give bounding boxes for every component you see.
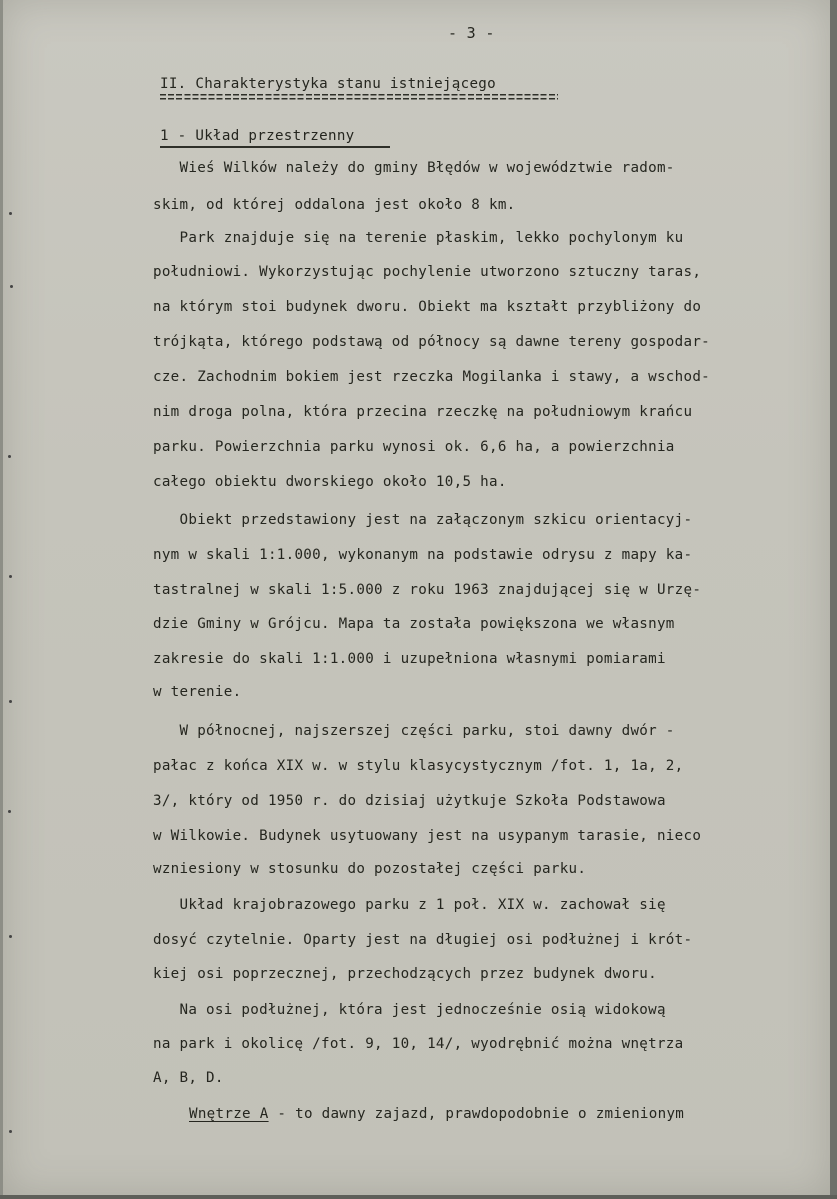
- margin-dot: [9, 935, 12, 938]
- section-title: II. Charakterystyka stanu istniejącego: [160, 76, 496, 92]
- body-line: nim droga polna, która przecina rzeczkę na południowym krańcu: [153, 404, 693, 420]
- margin-dot: [9, 212, 12, 215]
- body-line: cze. Zachodnim bokiem jest rzeczka Mogilanka i stawy, a wschod-: [153, 369, 711, 385]
- double-underline: [160, 94, 558, 102]
- body-line: 3/, który od 1950 r. do dzisiaj użytkuje Szkoła Podstawowa: [153, 793, 666, 809]
- margin-dot: [8, 455, 11, 458]
- body-line: całego obiektu dworskiego około 10,5 ha.: [153, 474, 507, 490]
- body-line: dosyć czytelnie. Oparty jest na długiej osi podłużnej i krót-: [153, 932, 693, 948]
- body-line: dzie Gminy w Grójcu. Mapa ta została powiększona we własnym: [153, 616, 675, 632]
- body-line: na którym stoi budynek dworu. Obiekt ma kształt przybliżony do: [153, 299, 702, 315]
- last-line-rest: - to dawny zajazd, prawdopodobnie o zmienionym: [268, 1106, 685, 1122]
- body-line: Na osi podłużnej, która jest jednocześnie osią widokową: [153, 1002, 666, 1018]
- scan-edge-right: [830, 0, 837, 1199]
- margin-dot: [9, 700, 12, 703]
- last-body-line: [189, 1106, 684, 1122]
- margin-dot: [9, 1130, 12, 1133]
- body-line: nym w skali 1:1.000, wykonanym na podstawie odrysu z mapy ka-: [153, 547, 693, 563]
- body-line: na park i okolicę /fot. 9, 10, 14/, wyodrębnić można wnętrza: [153, 1036, 684, 1052]
- body-line: kiej osi poprzecznej, przechodzących przez budynek dworu.: [153, 966, 657, 982]
- body-line: w terenie.: [153, 684, 242, 700]
- body-line: trójkąta, którego podstawą od północy są dawne tereny gospodar-: [153, 334, 711, 350]
- body-line: Park znajduje się na terenie płaskim, lekko pochylonym ku: [153, 230, 684, 246]
- body-line: skim, od której oddalona jest około 8 km.: [153, 197, 516, 213]
- body-line: południowi. Wykorzystując pochylenie utworzono sztuczny taras,: [153, 264, 702, 280]
- body-line: tastralnej w skali 1:5.000 z roku 1963 znajdującej się w Urzę-: [153, 582, 702, 598]
- page-number: - 3 -: [448, 24, 495, 42]
- subsection-title: 1 - Układ przestrzenny: [160, 128, 355, 144]
- body-line: pałac z końca XIX w. w stylu klasycystycznym /fot. 1, 1a, 2,: [153, 758, 684, 774]
- body-line: parku. Powierzchnia parku wynosi ok. 6,6 ha, a powierzchnia: [153, 439, 675, 455]
- margin-dot: [9, 575, 12, 578]
- body-line: A, B, D.: [153, 1070, 224, 1086]
- body-line: Układ krajobrazowego parku z 1 poł. XIX w. zachował się: [153, 897, 666, 913]
- document-page: [3, 0, 830, 1196]
- margin-dot: [10, 285, 13, 288]
- subsection-underline: [160, 146, 390, 148]
- body-line: wzniesiony w stosunku do pozostałej części parku.: [153, 861, 587, 877]
- body-line: w Wilkowie. Budynek usytuowany jest na usypanym tarasie, nieco: [153, 828, 702, 844]
- scan-edge-bottom: [0, 1195, 837, 1199]
- underlined-term: Wnętrze A: [189, 1106, 269, 1122]
- body-line: Obiekt przedstawiony jest na załączonym szkicu orientacyj-: [153, 512, 693, 528]
- margin-dot: [8, 810, 11, 813]
- body-line: W północnej, najszerszej części parku, stoi dawny dwór -: [153, 723, 675, 739]
- body-line: Wieś Wilków należy do gminy Błędów w województwie radom-: [153, 160, 675, 176]
- body-line: zakresie do skali 1:1.000 i uzupełniona własnymi pomiarami: [153, 651, 666, 667]
